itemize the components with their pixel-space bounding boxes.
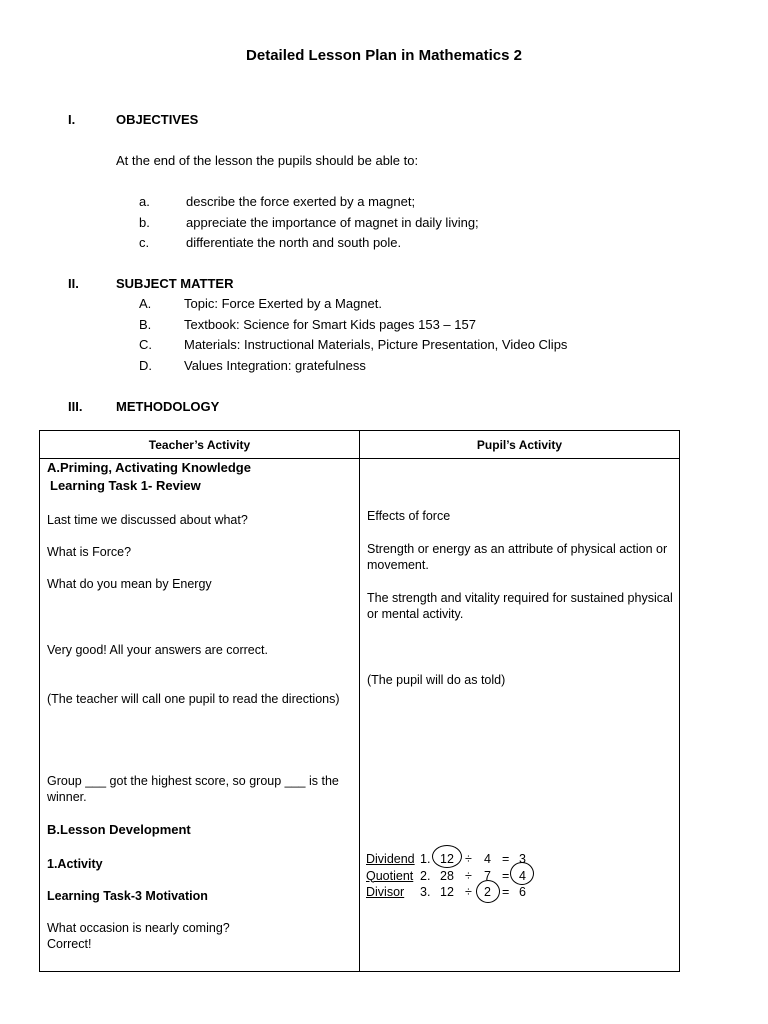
divisor-value: 7 [484,868,491,883]
objective-letter: a. [139,194,150,209]
quotient-value: 3 [519,852,526,866]
pupil-answer: Effects of force [367,509,451,523]
objective-letter: b. [139,215,150,230]
pupil-answer: The strength and vitality required for sustained physical or mental activity. [367,591,673,621]
methodology-numeral: III. [68,399,83,414]
teacher-praise: Very good! All your answers are correct. [47,643,268,657]
division-examples [366,851,556,901]
divisor-circle-mark [476,880,500,903]
dividend-value: 28 [440,868,454,883]
item-number: 1. [420,852,431,866]
quotient-circle-mark [510,862,534,885]
teacher-statement: Group ___ got the highest score, so group ___ is the winner. [47,774,339,804]
item-number: 2. [420,868,431,883]
term-label: Dividend [366,852,415,866]
teacher-instruction: (The teacher will call one pupil to read the directions) [47,692,340,706]
dividend-circle-mark [432,845,462,868]
division-sign: ÷ [465,852,472,866]
pupil-activity-cell [360,459,680,972]
division-sign: ÷ [465,885,472,899]
subject-matter-heading: SUBJECT MATTER [116,276,234,291]
objectives-intro: At the end of the lesson the pupils should be able to: [116,153,419,168]
term-label: Quotient [366,868,414,883]
objective-item: appreciate the importance of magnet in daily living; [186,215,479,230]
quotient-value: 6 [519,885,526,899]
subject-item: Textbook: Science for Smart Kids pages 153 – 157 [184,317,476,332]
methodology-heading: METHODOLOGY [116,399,220,414]
teacher-remark: Correct! [47,937,92,951]
dividend-value: 12 [440,885,454,899]
equals-sign: = [502,868,510,883]
dividend-value: 12 [440,852,454,866]
division-row [366,884,556,901]
section-b-heading: B.Lesson Development [47,822,191,837]
objective-letter: c. [139,235,150,250]
learning-task-3-heading: Learning Task-3 Motivation [47,889,208,903]
subject-letter: A. [139,296,152,311]
subject-matter-numeral: II. [68,276,79,291]
teacher-question: What do you mean by Energy [47,577,212,591]
term-label: Divisor [366,885,405,899]
activity-heading: 1.Activity [47,857,103,871]
objectives-numeral: I. [68,112,76,127]
learning-task-1-heading: Learning Task 1- Review [50,478,201,493]
division-sign: ÷ [465,868,472,883]
subject-item: Topic: Force Exerted by a Magnet. [184,296,382,311]
subject-letter: D. [139,358,152,373]
teacher-question: What occasion is nearly coming? [47,921,230,935]
quotient-value: 4 [519,868,526,883]
pupil-answer: (The pupil will do as told) [367,673,506,687]
subject-item: Values Integration: gratefulness [184,358,366,373]
divisor-value: 2 [484,885,491,899]
methodology-table [39,430,680,972]
equals-sign: = [502,885,510,899]
subject-letter: C. [139,337,152,352]
equals-sign: = [502,852,510,866]
section-a-heading: A.Priming, Activating Knowledge [47,460,251,475]
objective-item: differentiate the north and south pole. [186,235,402,250]
teacher-question: Last time we discussed about what? [47,513,248,527]
pupil-answer: Strength or energy as an attribute of physical action or movement. [367,542,668,572]
teacher-column-header: Teacher’s Activity [40,431,360,459]
teacher-question: What is Force? [47,545,132,559]
teacher-activity-cell [40,459,360,972]
item-number: 3. [420,885,431,899]
objective-item: describe the force exerted by a magnet; [186,194,416,209]
divisor-value: 4 [484,852,491,866]
subject-item: Materials: Instructional Materials, Picture Presentation, Video Clips [184,337,568,352]
subject-letter: B. [139,317,152,332]
pupil-column-header: Pupil’s Activity [360,431,680,459]
page-title: Detailed Lesson Plan in Mathematics 2 [246,47,522,64]
objectives-heading: OBJECTIVES [116,112,199,127]
